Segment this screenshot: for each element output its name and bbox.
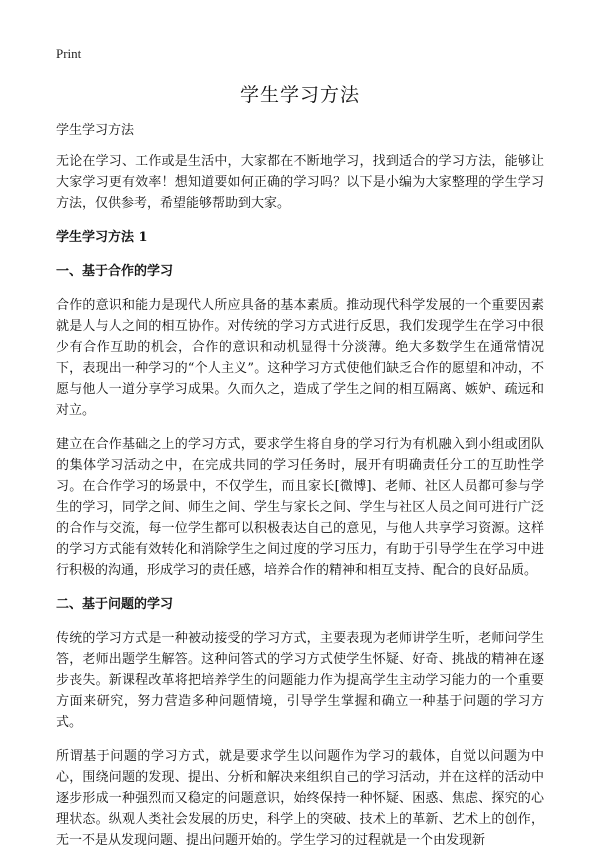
section-heading: 学生学习方法 1 [56, 230, 148, 245]
paragraph-cooperation-2: 建立在合作基础之上的学习方式，要求学生将自身的学习行为有机融入到小组或团队的集体学习活动之中，在完成共同的学习任务时，展开有明确责任分工的互助性学习。在合作学习的场景中，不仅学生，而且家长[微博]、老师、社区人员都可参与学生的学习，同学之间、师生之间、学生与家长之间、学生与社区人员之间可进行广泛的合作与交流，每一位学生都可以积极表达自己的意见，与他人共享学习资源。这样的学习方式能有效转化和消除学生之间过度的学习压力，有助于引导学生在学习中进行积极的沟通，形成学习的责任感，培养合作的精神和相互支持、配合的良好品质。 [56, 437, 544, 578]
document-subtitle: 学生学习方法 [56, 123, 135, 138]
paragraph-problem-2: 所谓基于问题的学习方式，就是要求学生以问题作为学习的载体，自觉以问题为中心，围绕问题的发现、提出、分析和解决来组织自己的学习活动，并在这样的活动中逐步形成一种强烈而又稳定的问题意识，始终保持一种怀疑、困惑、焦虑、探究的心理状态。纵观人类社会发展的历史，科学上的突破、技术上的革新、艺术上的创作，无一不是从发现问题、提出问题开始的。学生学习的过程就是一个由发现新 [56, 749, 544, 848]
subsection-heading-problem: 二、基于问题的学习 [56, 597, 174, 612]
paragraph-problem-1: 传统的学习方式是一种被动接受的学习方式，主要表现为老师讲学生听，老师问学生答，老师出题学生解答。这种问答式的学习方式使学生怀疑、好奇、挑战的精神在逐步丧失。新课程改革将把培养学生的问题能力作为提高学生主动学习能力的一个重要方面来研究，努力营造多种问题情境，引导学生掌握和确立一种基于问题的学习方式。 [56, 631, 544, 730]
print-link[interactable]: Print [56, 46, 82, 61]
subsection-heading-cooperation: 一、基于合作的学习 [56, 264, 174, 279]
page-title: 学生学习方法 [239, 84, 360, 106]
document-body [56, 120, 544, 864]
intro-paragraph: 无论在学习、工作或是生活中，大家都在不断地学习，找到适合的学习方法，能够让大家学习更有效率！想知道要如何正确的学习吗？以下是小编为大家整理的学生学习方法，仅供参考，希望能够帮助到大家。 [56, 154, 544, 211]
paragraph-cooperation-1: 合作的意识和能力是现代人所应具备的基本素质。推动现代科学发展的一个重要因素就是人与人之间的相互协作。对传统的学习方式进行反思，我们发现学生在学习中很少有合作互助的机会，合作的意识和动机显得十分淡薄。绝大多数学生在通常情况下，表现出一种学习的“个人主义”。这种学习方式使他们缺乏合作的愿望和冲动，不愿与他人一道分享学习成果。久而久之，造成了学生之间的相互隔离、嫉妒、疏远和对立。 [56, 298, 544, 418]
